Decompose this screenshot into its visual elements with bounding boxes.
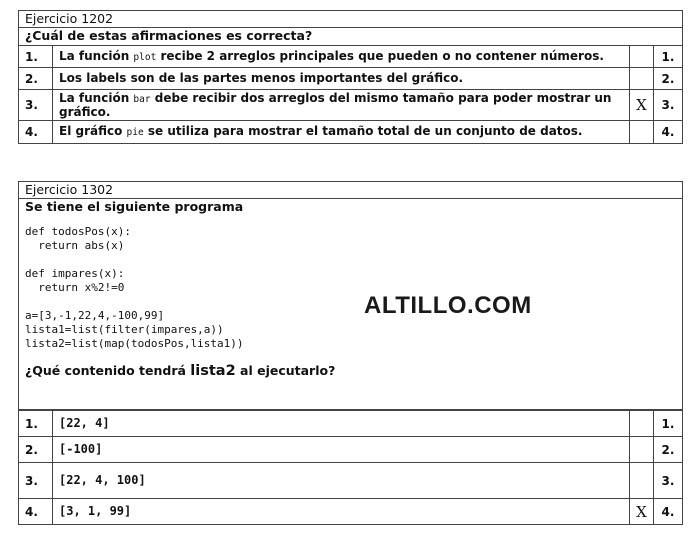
answer-mark-cell[interactable] (630, 437, 654, 463)
exercise-title: Ejercicio 1302 (25, 182, 114, 197)
option-text: La función bar debe recibir dos arreglos del mismo tamaño para poder mostrar un gráfico. (53, 90, 630, 121)
exercise-1202 (18, 10, 683, 144)
variable-name: lista2 (190, 363, 236, 379)
option-text: [-100] (53, 437, 630, 463)
option-number: 1. (19, 411, 53, 437)
program-block (18, 198, 683, 410)
option-text: La función plot recibe 2 arreglos principales que pueden o no contener números. (53, 46, 630, 68)
option-number-right: 1. (654, 46, 683, 68)
exercise-question: ¿Qué contenido tendrá lista2 al ejecutarlo? (25, 363, 336, 379)
option-row-1 (19, 411, 683, 437)
option-row-2 (19, 437, 683, 463)
option-number: 2. (19, 68, 53, 90)
option-text: [22, 4, 100] (53, 463, 630, 499)
exercise-header (18, 181, 683, 198)
answer-mark-cell[interactable] (630, 68, 654, 90)
option-number-right: 2. (654, 437, 683, 463)
option-text: El gráfico pie se utiliza para mostrar el tamaño total de un conjunto de datos. (53, 121, 630, 144)
option-row-3 (19, 463, 683, 499)
option-number-right: 2. (654, 68, 683, 90)
option-number: 2. (19, 437, 53, 463)
program-intro: Se tiene el siguiente programa (25, 199, 244, 214)
option-number: 3. (19, 463, 53, 499)
option-number: 1. (19, 46, 53, 68)
option-number-right: 3. (654, 90, 683, 121)
options-table (18, 410, 683, 525)
option-text: Los labels son de las partes menos importantes del gráfico. (53, 68, 630, 90)
watermark-logo: ALTILLO.COM (364, 292, 532, 319)
exercise-1302 (18, 181, 683, 525)
answer-mark-cell[interactable] (630, 463, 654, 499)
option-row-4 (19, 499, 683, 525)
option-row-4 (19, 121, 683, 144)
answer-mark-cell[interactable]: X (630, 90, 654, 121)
option-number-right: 3. (654, 463, 683, 499)
option-number-right: 4. (654, 121, 683, 144)
options-table (18, 45, 683, 144)
answer-mark-cell[interactable]: X (630, 499, 654, 525)
answer-mark-cell[interactable] (630, 411, 654, 437)
option-number: 3. (19, 90, 53, 121)
option-number-right: 1. (654, 411, 683, 437)
exercise-question: ¿Cuál de estas afirmaciones es correcta? (19, 27, 682, 45)
program-code: def todosPos(x): return abs(x) def impares(x): return x%2!=0 a=[3,-1,22,4,-100,99] lista1=list(filter(impares,a)) lista2=list(map(todosPos,lista1)) (25, 225, 244, 350)
exercise-title: Ejercicio 1202 (25, 11, 114, 26)
option-number: 4. (19, 121, 53, 144)
option-number-right: 4. (654, 499, 683, 525)
option-text: [22, 4] (53, 411, 630, 437)
option-number: 4. (19, 499, 53, 525)
option-row-3 (19, 90, 683, 121)
option-row-1 (19, 46, 683, 68)
answer-mark-cell[interactable] (630, 121, 654, 144)
option-text: [3, 1, 99] (53, 499, 630, 525)
option-row-2 (19, 68, 683, 90)
answer-mark-cell[interactable] (630, 46, 654, 68)
exercise-header (18, 10, 683, 45)
